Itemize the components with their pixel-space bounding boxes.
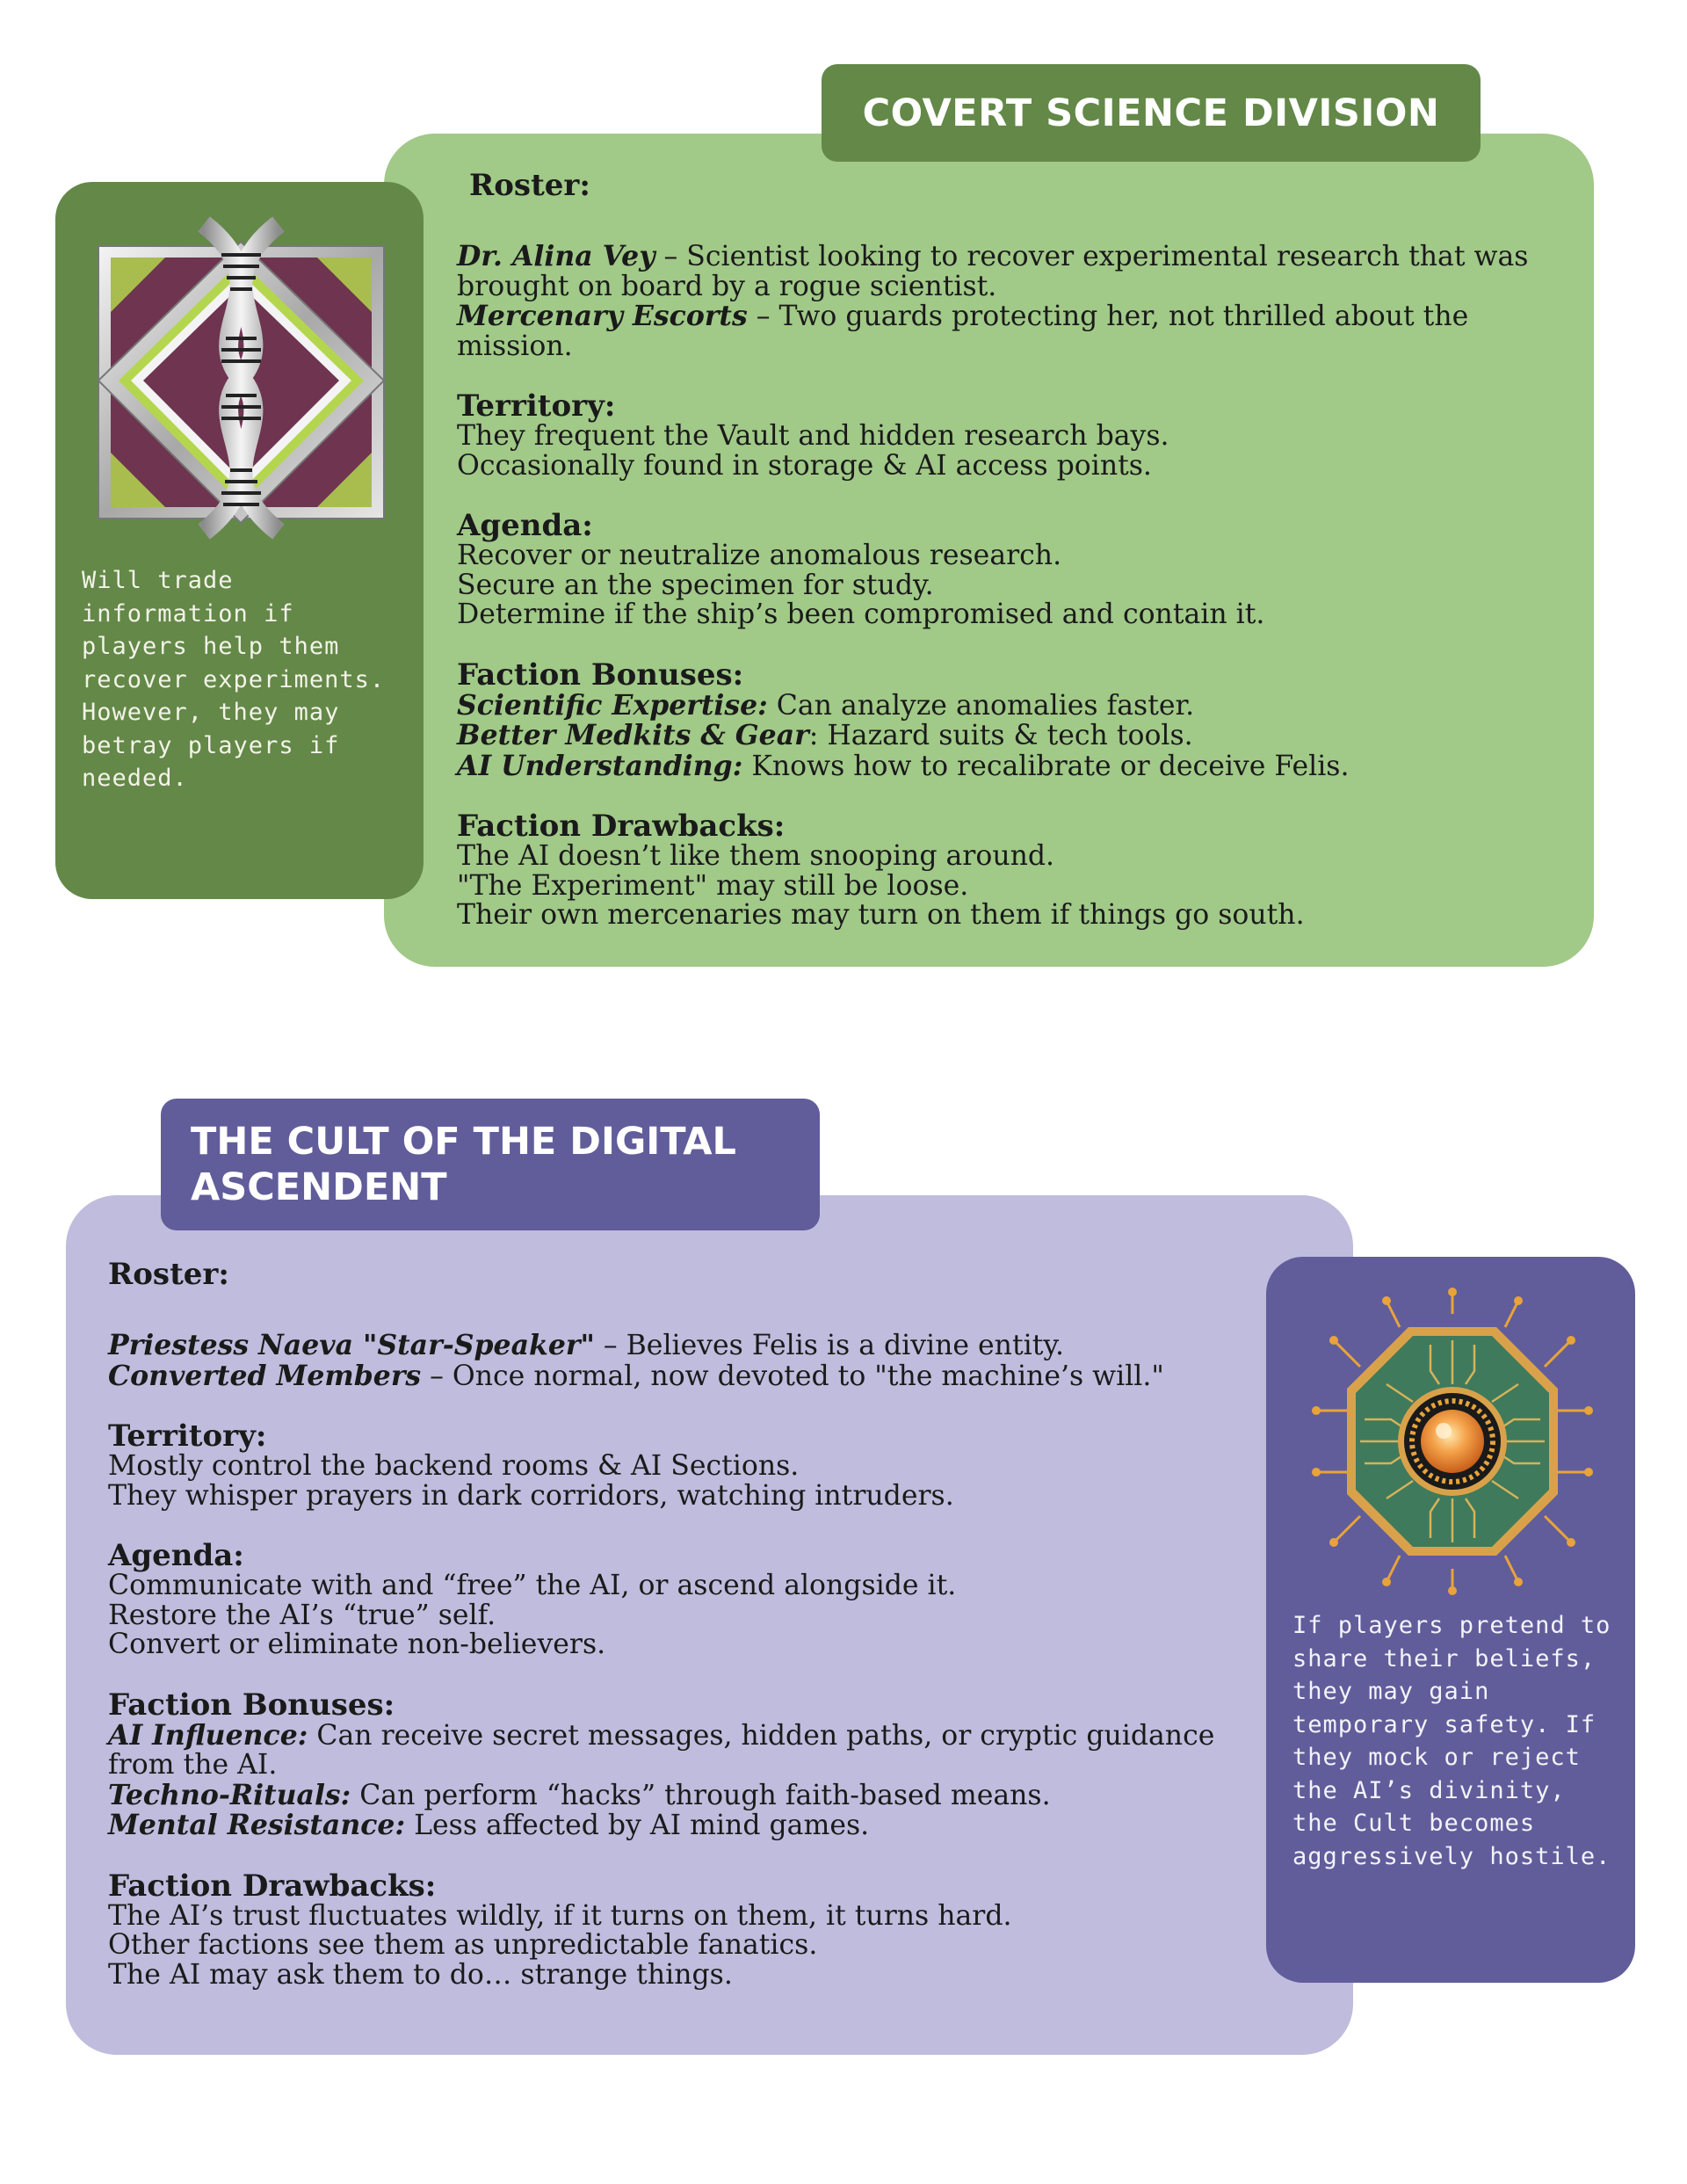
drawback-line: "The Experiment" may still be loose. [457, 869, 969, 902]
territory-heading: Territory: [457, 388, 616, 424]
drawbacks-heading: Faction Drawbacks: [457, 809, 786, 844]
roster-list [108, 1331, 1268, 1391]
bonuses-heading: Faction Bonuses: [108, 1687, 395, 1723]
agenda-heading: Agenda: [457, 508, 593, 543]
bonus-desc: : Hazard suits & tech tools. [808, 720, 1193, 751]
agenda-line: Secure an the specimen for study. [457, 569, 934, 601]
bonus-entry [457, 751, 1546, 782]
bonus-desc: Can analyze anomalies faster. [767, 689, 1195, 722]
bonus-entry [108, 1810, 1268, 1841]
faction-title: COVERT SCIENCE DIVISION [822, 64, 1481, 162]
bonus-name: Scientific Expertise: [457, 688, 768, 722]
faction-note: If players pretend to share their beliefs, they may gain temporary safety. If they mock or reject the AI’s divinity, the Cult becomes aggressively hostile. [1292, 1612, 1611, 1870]
agenda-line: Determine if the ship’s been compromised and contain it. [457, 599, 1265, 630]
roster-name: Priestess Naeva "Star-Speaker" [108, 1329, 595, 1361]
agenda-line: Recover or neutralize anomalous research. [457, 540, 1062, 571]
agenda-line: Convert or eliminate non-believers. [108, 1629, 606, 1660]
agenda-heading: Agenda: [108, 1538, 244, 1573]
bonus-name: AI Influence: [108, 1718, 308, 1752]
roster-name: Dr. Alina Vey [457, 240, 655, 272]
roster-desc: – Two guards protecting her, not thrilled about the mission. [457, 301, 1469, 362]
bonus-name: Better Medkits & Gear [457, 719, 809, 751]
faction-title: THE CULT OF THE DIGITAL ASCENDENT [161, 1099, 820, 1230]
roster-entry [457, 242, 1546, 301]
agenda-line: Communicate with and “free” the AI, or ascend alongside it. [108, 1570, 957, 1601]
roster-entry [108, 1361, 1268, 1392]
bonus-entry [457, 721, 1546, 751]
agenda-section [108, 1540, 1268, 1660]
bonus-name: AI Understanding: [457, 749, 743, 782]
drawback-line: Other factions see them as unpredictable fanatics. [108, 1929, 818, 1961]
drawback-line: Their own mercenaries may turn on them if things go south. [457, 899, 1305, 931]
bonus-desc: Can perform “hacks” through faith-based means. [351, 1779, 1051, 1811]
dna-helix-emblem-icon [81, 215, 402, 541]
drawback-line: The AI’s trust fluctuates wildly, if it turns on them, it turns hard. [108, 1899, 1012, 1932]
bonuses-section [457, 659, 1546, 782]
drawbacks-section [108, 1870, 1268, 1991]
territory-line: They whisper prayers in dark corridors, watching intruders. [108, 1479, 954, 1512]
territory-line: Occasionally found in storage & AI access points. [457, 449, 1152, 482]
territory-line: They frequent the Vault and hidden research bays. [457, 420, 1169, 452]
roster-desc: – Believes Felis is a divine entity. [594, 1330, 1064, 1361]
roster-name: Converted Members [108, 1359, 422, 1392]
faction-details [108, 1259, 1268, 2019]
roster-name: Mercenary Escorts [457, 300, 748, 332]
circuit-eye-emblem-icon [1299, 1288, 1606, 1595]
bonuses-section [108, 1689, 1268, 1841]
bonus-entry [108, 1718, 1268, 1781]
drawback-line: The AI doesn’t like them snooping around. [457, 840, 1055, 872]
bonus-entry [108, 1778, 1268, 1811]
territory-line: Mostly control the backend rooms & AI Sections. [108, 1450, 800, 1482]
bonus-name: Mental Resistance: [108, 1809, 406, 1841]
roster-heading: Roster: [469, 168, 590, 203]
roster-section [457, 170, 1546, 201]
agenda-section [457, 510, 1546, 630]
bonus-desc: Knows how to recalibrate or deceive Felis. [742, 750, 1350, 782]
territory-section [108, 1420, 1268, 1511]
roster-heading: Roster: [108, 1257, 229, 1292]
drawbacks-section [457, 810, 1546, 931]
territory-heading: Territory: [108, 1419, 267, 1454]
agenda-line: Restore the AI’s “true” self. [108, 1599, 496, 1631]
bonus-name: Techno-Rituals: [108, 1778, 351, 1811]
bonus-desc: Less affected by AI mind games. [405, 1810, 870, 1841]
roster-entry [108, 1331, 1268, 1361]
roster-list [457, 242, 1546, 361]
territory-section [457, 390, 1546, 481]
roster-desc: – Scientist looking to recover experimental research that was brought on board by a rogue scientist. [457, 241, 1529, 302]
faction-details [457, 170, 1546, 960]
drawback-line: The AI may ask them to do… strange things. [108, 1958, 733, 1991]
roster-section [108, 1259, 1268, 1290]
roster-desc: – Once normal, now devoted to "the machine’s will." [421, 1360, 1164, 1392]
bonuses-heading: Faction Bonuses: [457, 657, 744, 693]
faction-note: Will trade information if players help them recover experiments. However, they may betray players if needed. [82, 567, 386, 792]
bonus-entry [457, 688, 1546, 722]
drawbacks-heading: Faction Drawbacks: [108, 1868, 437, 1904]
roster-entry [457, 301, 1546, 361]
bonus-desc: Can receive secret messages, hidden paths, or cryptic guidance from the AI. [108, 1719, 1215, 1781]
